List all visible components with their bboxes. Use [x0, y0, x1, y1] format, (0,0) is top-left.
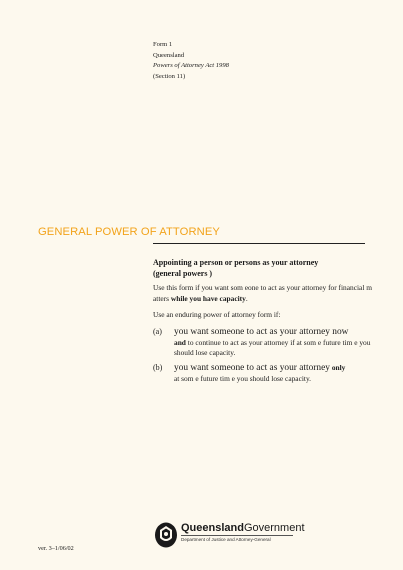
logo-name-rest: Government — [243, 522, 305, 534]
subheading-line-2: (general powers ) — [153, 269, 213, 278]
queensland-government-logo — [153, 521, 305, 551]
intro-paragraph — [153, 283, 383, 304]
subheading-line-1: Appointing a person or persons as your attorney — [153, 258, 319, 267]
section-ref: (Section 11) — [153, 72, 186, 80]
state-name: Queensland — [153, 51, 185, 59]
item-b-label: (b) — [153, 362, 163, 372]
version-label: ver. 3–1/06/02 — [38, 545, 74, 552]
item-a-label: (a) — [153, 326, 162, 336]
item-b-overlay: only — [331, 362, 346, 372]
item-a-bold: and — [174, 337, 186, 347]
list-item-b — [153, 363, 383, 385]
item-b-lead: you want someone to act as your attorney — [174, 362, 330, 373]
list-item-a — [153, 327, 383, 359]
title-rule — [153, 243, 365, 244]
subheading — [153, 257, 383, 279]
item-a-lead: you want someone to act as your attorney now — [174, 326, 349, 337]
logo-department: Department of Justice and Attorney-General — [181, 537, 271, 542]
logo-wordmark — [181, 522, 305, 534]
enduring-paragraph: Use an enduring power of attorney form if: — [153, 310, 281, 320]
intro-end: . — [245, 293, 248, 303]
intro-text: Use this form if you want som eone to act as your attorney for financial m atters — [153, 283, 372, 303]
form-header — [153, 40, 229, 82]
form-number: Form 1 — [153, 41, 173, 48]
coat-of-arms-icon — [153, 521, 179, 549]
intro-bold: while you have capacity — [170, 293, 246, 303]
item-b-rest: at som e future tim e you should lose capacity. — [174, 373, 312, 383]
document-body — [153, 257, 383, 389]
act-name: Powers of Attorney Act 1998 — [153, 62, 229, 69]
document-title: GENERAL POWER OF ATTORNEY — [38, 226, 220, 238]
logo-name-bold: Queensland — [181, 522, 244, 534]
item-a-rest: to continue to act as your attorney if at som e future tim e you should lose capacity. — [174, 337, 371, 358]
logo-divider — [181, 535, 293, 536]
